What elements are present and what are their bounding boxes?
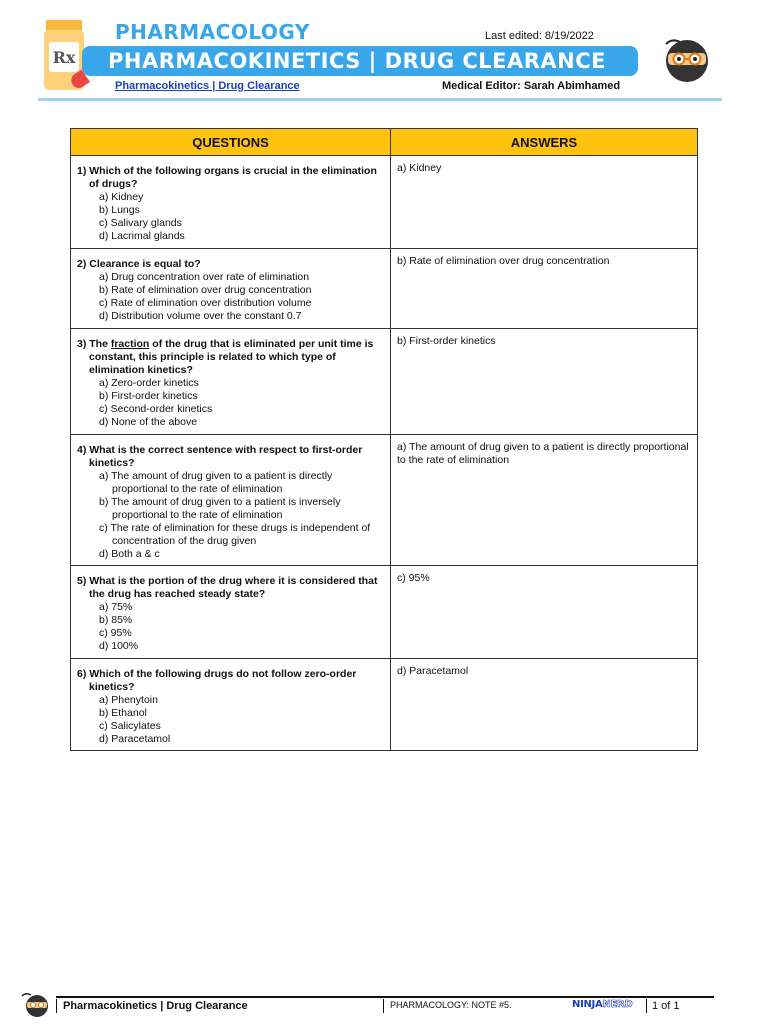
ninja-mascot-icon: [662, 34, 712, 84]
list-item: c) The rate of elimination for these drugs is independent of concentration of the drug given: [99, 522, 371, 547]
list-item: b) First-order kinetics: [99, 390, 198, 402]
question-text: 6) Which of the following drugs do not follow zero-order kinetics?: [77, 668, 357, 693]
brand-logo-part: NINJA: [572, 999, 603, 1010]
list-item: d) Distribution volume over the constant 0.7: [99, 310, 302, 322]
brand-logo: [572, 999, 632, 1010]
answer-cell: a) Kidney: [391, 156, 698, 249]
list-item: d) Both a & c: [99, 548, 160, 560]
question-text: 1) Which of the following organs is crucial in the elimination of drugs?: [77, 165, 377, 190]
option-list: [77, 694, 386, 746]
table-row: [71, 435, 698, 566]
list-item: b) Rate of elimination over drug concentration: [99, 284, 312, 296]
option-list: [77, 601, 386, 653]
list-item: a) Kidney: [99, 191, 144, 203]
list-item: d) None of the above: [99, 416, 198, 428]
list-item: a) 75%: [99, 601, 133, 613]
table-row: [71, 249, 698, 329]
list-item: b) 85%: [99, 614, 133, 626]
table-header-row: [71, 129, 698, 156]
list-item: c) Rate of elimination over distribution volume: [99, 297, 312, 309]
qa-table: [70, 128, 698, 751]
list-item: b) Ethanol: [99, 707, 147, 719]
header-divider: [38, 98, 722, 101]
question-text: [77, 338, 386, 377]
answer-cell: d) Paracetamol: [391, 659, 698, 751]
footer-title: Pharmacokinetics | Drug Clearance: [56, 999, 248, 1013]
page-title: PHARMACOKINETICS | DRUG CLEARANCE: [108, 49, 607, 73]
table-row: [71, 156, 698, 249]
brand-logo-part: NERD: [602, 999, 633, 1010]
list-item: d) Paracetamol: [99, 733, 171, 745]
answers-header: ANSWERS: [391, 129, 698, 156]
question-cell: [71, 435, 391, 566]
question-text-start: 3) The: [77, 338, 111, 350]
option-list: [77, 377, 386, 429]
list-item: a) Zero-order kinetics: [99, 377, 199, 389]
table-row: [71, 659, 698, 751]
option-list: [77, 191, 386, 243]
questions-header: QUESTIONS: [71, 129, 391, 156]
list-item: a) The amount of drug given to a patient is directly proportional to the rate of elimination: [99, 470, 333, 495]
ninja-mascot-small-icon: [20, 990, 52, 1018]
answer-cell: a) The amount of drug given to a patient is directly proportional to the rate of elimination: [391, 435, 698, 566]
last-edited: Last edited: 8/19/2022: [485, 30, 594, 42]
subject-label: PHARMACOLOGY: [115, 20, 310, 44]
page-number: 1 of 1: [646, 999, 680, 1013]
list-item: c) Salicylates: [99, 720, 161, 732]
list-item: a) Phenytoin: [99, 694, 158, 706]
option-list: [77, 470, 386, 561]
option-list: [77, 271, 386, 323]
rx-label: Rx: [52, 48, 76, 67]
page-header: [0, 0, 768, 105]
question-text-end: of the drug that is eliminated per unit time is constant, this principle is related to which type of elimination kinetics?: [89, 338, 374, 376]
question-text: 4) What is the correct sentence with respect to first-order kinetics?: [77, 444, 363, 469]
list-item: d) 100%: [99, 640, 139, 652]
list-item: c) 95%: [99, 627, 132, 639]
answer-cell: b) Rate of elimination over drug concentration: [391, 249, 698, 329]
list-item: c) Salivary glands: [99, 217, 182, 229]
medical-editor: Medical Editor: Sarah Abimhamed: [442, 80, 621, 92]
footer-note: PHARMACOLOGY: NOTE #5.: [383, 999, 512, 1013]
question-text: 5) What is the portion of the drug where it is considered that the drug has reached steady state?: [77, 575, 378, 600]
question-cell: [71, 249, 391, 329]
question-cell: [71, 156, 391, 249]
list-item: b) The amount of drug given to a patient is inversely proportional to the rate of elimination: [99, 496, 341, 521]
list-item: a) Drug concentration over rate of elimination: [99, 271, 310, 283]
table-row: [71, 566, 698, 659]
list-item: b) Lungs: [99, 204, 140, 216]
answer-cell: c) 95%: [391, 566, 698, 659]
list-item: d) Lacrimal glands: [99, 230, 185, 242]
question-cell: [71, 566, 391, 659]
question-cell: [71, 329, 391, 435]
list-item: c) Second-order kinetics: [99, 403, 213, 415]
question-text: 2) Clearance is equal to?: [77, 258, 201, 270]
table-row: [71, 329, 698, 435]
emphasized-word: fraction: [110, 338, 150, 350]
answer-cell: b) First-order kinetics: [391, 329, 698, 435]
question-cell: [71, 659, 391, 751]
document-link[interactable]: Pharmacokinetics | Drug Clearance: [115, 80, 300, 92]
footer-divider: [56, 996, 714, 998]
